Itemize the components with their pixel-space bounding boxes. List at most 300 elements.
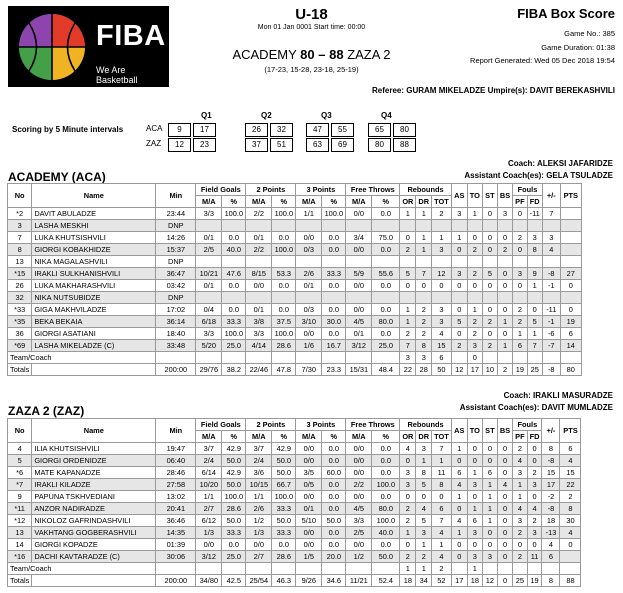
stat-cell: 2 xyxy=(467,244,482,256)
stat-cell: VAKHTANG GOGBERASHVILI xyxy=(32,527,156,539)
stat-cell: 0 xyxy=(451,280,467,292)
stat-cell: 0 xyxy=(416,280,432,292)
stat-cell: 8 xyxy=(416,340,432,352)
stat-cell: 1 xyxy=(513,479,527,491)
stat-cell: 2 xyxy=(497,364,512,376)
stat-cell xyxy=(542,563,560,575)
stat-cell: 2 xyxy=(560,491,581,503)
stat-cell: 28.6 xyxy=(222,503,246,515)
stat-cell: Totals xyxy=(8,575,32,587)
stat-cell: 2/6 xyxy=(246,503,272,515)
stat-cell: GIORGI KOPADZE xyxy=(32,539,156,551)
col-subheader-fouls-drawn: FD xyxy=(527,431,542,443)
stat-cell: 1/3 xyxy=(196,527,222,539)
q4-label: Q4 xyxy=(381,111,392,120)
stat-cell: 12 xyxy=(482,575,497,587)
stat-cell: 1 xyxy=(467,503,482,515)
stat-cell: *12 xyxy=(8,515,32,527)
stat-cell xyxy=(246,220,272,232)
stat-cell: 0.0 xyxy=(372,455,400,467)
stat-cell: PAPUNA TSKHVEDIANI xyxy=(32,491,156,503)
stat-cell: 12 xyxy=(432,268,452,280)
interval-score-cell: 80 xyxy=(368,138,391,152)
stat-cell: 4 xyxy=(560,455,581,467)
stat-cell: 3 xyxy=(8,220,32,232)
stat-cell: 3 xyxy=(527,527,542,539)
team2-assistant-coach: Assistant Coach(es): DAVIT MUMLADZE xyxy=(459,403,613,412)
stat-cell: 0 xyxy=(497,551,512,563)
player-row xyxy=(8,479,581,491)
col-header-no: No xyxy=(8,419,32,443)
stat-cell: 25.0 xyxy=(222,340,246,352)
stat-cell: 3 xyxy=(416,527,432,539)
stat-cell: 0 xyxy=(432,491,452,503)
stat-cell: 2 xyxy=(527,467,542,479)
stat-cell: -8 xyxy=(542,364,560,376)
stat-cell: 1 xyxy=(400,316,416,328)
player-row xyxy=(8,208,582,220)
stat-cell: 0/1 xyxy=(196,280,222,292)
stat-cell xyxy=(416,292,432,304)
stat-cell: 33.3 xyxy=(222,316,246,328)
stat-cell: 3/5 xyxy=(296,467,322,479)
stat-cell: -8 xyxy=(542,455,560,467)
stat-cell: 2 xyxy=(497,244,512,256)
stat-cell xyxy=(542,352,560,364)
col-header-3-points: 3 Points xyxy=(296,419,346,431)
stat-cell: 2/6 xyxy=(296,268,322,280)
stat-cell xyxy=(482,563,497,575)
stat-cell: 0/0 xyxy=(246,539,272,551)
stat-cell: 2 xyxy=(400,515,416,527)
stat-cell: 0.0 xyxy=(222,539,246,551)
stat-cell: 0 xyxy=(513,280,527,292)
col-subheader-made-attempted: M/A xyxy=(296,431,322,443)
stat-cell: 2/2 xyxy=(346,479,372,491)
stat-cell: 30 xyxy=(560,515,581,527)
team2-box-score-table xyxy=(7,418,581,587)
stat-cell: 0 xyxy=(467,232,482,244)
stat-cell: 34/80 xyxy=(196,575,222,587)
stat-cell: 20:41 xyxy=(156,503,196,515)
stat-cell: 3 xyxy=(527,232,542,244)
stat-cell: 0/0 xyxy=(246,280,272,292)
stat-cell: 3 xyxy=(467,551,482,563)
interval-team-home: ACA xyxy=(146,124,163,133)
stat-cell: 25/54 xyxy=(246,575,272,587)
stat-cell: 2/2 xyxy=(246,244,272,256)
stat-cell: 27 xyxy=(560,268,581,280)
stat-cell: 100.0 xyxy=(322,208,346,220)
stat-cell xyxy=(296,292,322,304)
stat-cell xyxy=(451,256,467,268)
home-score: 80 xyxy=(300,47,315,62)
stat-cell: LASHA MESKHI xyxy=(32,220,156,232)
stat-cell: 88 xyxy=(560,575,581,587)
stat-cell: 3/8 xyxy=(246,316,272,328)
stat-cell xyxy=(400,256,416,268)
stat-cell: 100.0 xyxy=(222,328,246,340)
q1-label: Q1 xyxy=(201,111,212,120)
stat-cell: 0/1 xyxy=(246,304,272,316)
stat-cell: 7 xyxy=(432,443,452,455)
stat-cell: 5 xyxy=(482,268,497,280)
stat-cell: 8/15 xyxy=(246,268,272,280)
stat-cell: 4 xyxy=(432,551,452,563)
stat-cell: 1 xyxy=(467,304,482,316)
stat-cell xyxy=(272,256,296,268)
col-header-name: Name xyxy=(32,184,156,208)
stat-cell: 3 xyxy=(400,479,416,491)
col-header-assists: AS xyxy=(451,184,467,208)
stat-cell: 1/1 xyxy=(246,491,272,503)
col-header-field-goals: Field Goals xyxy=(196,419,246,431)
col-subheader-percent: % xyxy=(372,196,400,208)
stat-cell: 29/76 xyxy=(196,364,222,376)
stat-cell: 15:37 xyxy=(156,244,196,256)
stat-cell: 10/21 xyxy=(196,268,222,280)
stat-cell: 1 xyxy=(416,244,432,256)
stat-cell: 7 xyxy=(432,515,452,527)
stat-cell: 0 xyxy=(451,455,467,467)
col-header-blocks: BS xyxy=(497,184,512,208)
stat-cell: 36:47 xyxy=(156,268,196,280)
col-header-name: Name xyxy=(32,419,156,443)
stat-cell: 100.0 xyxy=(222,208,246,220)
stat-cell xyxy=(513,292,527,304)
stat-cell xyxy=(322,563,346,575)
col-header-steals: ST xyxy=(482,419,497,443)
col-header-fouls: Fouls xyxy=(513,419,542,431)
stat-cell: 0/5 xyxy=(296,479,322,491)
stat-cell: 0 xyxy=(467,280,482,292)
stat-cell: 3/3 xyxy=(196,208,222,220)
stat-cell xyxy=(246,256,272,268)
stat-cell: DACHI KAVTARADZE (C) xyxy=(32,551,156,563)
stat-cell: 19:47 xyxy=(156,443,196,455)
stat-cell: GIORGI ASATIANI xyxy=(32,328,156,340)
col-subheader-personal-fouls: PF xyxy=(513,196,527,208)
stat-cell: 0 xyxy=(451,551,467,563)
stat-cell: 1 xyxy=(451,232,467,244)
stat-cell: 1 xyxy=(482,515,497,527)
stat-cell: 1 xyxy=(467,467,482,479)
stat-cell: 0 xyxy=(482,208,497,220)
col-subheader-defensive: DR xyxy=(416,431,432,443)
stat-cell: 0 xyxy=(467,491,482,503)
game-duration: Game Duration: 01:38 xyxy=(541,43,615,52)
team-coach-row xyxy=(8,352,582,364)
stat-cell xyxy=(542,220,560,232)
stat-cell: 100.0 xyxy=(272,491,296,503)
stat-cell: 17 xyxy=(451,575,467,587)
col-header-blocks: BS xyxy=(497,419,512,443)
stat-cell: -1 xyxy=(542,280,560,292)
stat-cell: 50.0 xyxy=(372,551,400,563)
stat-cell: 0/0 xyxy=(296,527,322,539)
stat-cell: 2 xyxy=(416,316,432,328)
stat-cell: 1 xyxy=(527,328,542,340)
stat-cell: *15 xyxy=(8,268,32,280)
stat-cell: 1 xyxy=(416,563,432,575)
stat-cell: 4 xyxy=(542,539,560,551)
col-subheader-made-attempted: M/A xyxy=(296,196,322,208)
home-team-name: ACADEMY xyxy=(232,47,297,62)
stat-cell: 5/9 xyxy=(346,268,372,280)
stat-cell xyxy=(272,292,296,304)
stat-cell: 0 xyxy=(400,539,416,551)
stat-cell: 13 xyxy=(8,527,32,539)
stat-cell: 22 xyxy=(560,479,581,491)
stat-cell xyxy=(451,352,467,364)
stat-cell: 42.5 xyxy=(222,575,246,587)
stat-cell: 17 xyxy=(467,364,482,376)
stat-cell xyxy=(542,292,560,304)
stat-cell: 3/3 xyxy=(346,515,372,527)
col-subheader-total: TOT xyxy=(432,431,452,443)
stat-cell: 3 xyxy=(451,268,467,280)
stat-cell: 1 xyxy=(482,479,497,491)
col-subheader-made-attempted: M/A xyxy=(196,431,222,443)
stat-cell: 25 xyxy=(513,575,527,587)
stat-cell: 1 xyxy=(400,527,416,539)
col-header-fouls: Fouls xyxy=(513,184,543,196)
col-header-assists: AS xyxy=(451,419,467,443)
stat-cell: 15 xyxy=(542,467,560,479)
stat-cell: 14:35 xyxy=(156,527,196,539)
player-row xyxy=(8,328,582,340)
stat-cell: 1/2 xyxy=(346,551,372,563)
stat-cell: ANZOR NADIRADZE xyxy=(32,503,156,515)
stat-cell: 0 xyxy=(497,539,512,551)
stat-cell: 5 xyxy=(527,316,542,328)
stat-cell: 40.0 xyxy=(372,527,400,539)
col-subheader-percent: % xyxy=(222,431,246,443)
col-header-turnovers: TO xyxy=(467,419,482,443)
stat-cell: 42.9 xyxy=(272,443,296,455)
stat-cell: 50.0 xyxy=(272,467,296,479)
stat-cell: 01:39 xyxy=(156,539,196,551)
col-header-turnovers: TO xyxy=(467,184,482,208)
stat-cell: 0.0 xyxy=(372,208,400,220)
stat-cell: 7 xyxy=(8,232,32,244)
stat-cell: 18:40 xyxy=(156,328,196,340)
stat-cell xyxy=(451,563,467,575)
stat-cell: 34.6 xyxy=(322,575,346,587)
stat-cell: GIORGI ORDENIDZE xyxy=(32,455,156,467)
player-row xyxy=(8,316,582,328)
stat-cell: 0/1 xyxy=(296,503,322,515)
stat-cell: -13 xyxy=(542,527,560,539)
stat-cell: Team/Coach xyxy=(8,352,156,364)
stat-cell: 25 xyxy=(527,364,542,376)
player-row xyxy=(8,220,582,232)
stat-cell xyxy=(372,352,400,364)
stat-cell: 6 xyxy=(467,515,482,527)
stat-cell: 1 xyxy=(482,503,497,515)
stat-cell: 2/5 xyxy=(346,527,372,539)
stat-cell: 0.0 xyxy=(222,304,246,316)
col-header-2-points: 2 Points xyxy=(246,419,296,431)
stat-cell: 17 xyxy=(542,479,560,491)
stat-cell: 13:02 xyxy=(156,491,196,503)
stat-cell: 1 xyxy=(416,208,432,220)
stat-cell: 19 xyxy=(527,575,542,587)
stat-cell: 0.0 xyxy=(322,304,346,316)
stat-cell: BEKA BEKAIA xyxy=(32,316,156,328)
stat-cell: 14:26 xyxy=(156,232,196,244)
stat-cell xyxy=(196,292,222,304)
interval-score-cell: 32 xyxy=(270,123,293,137)
team1-coach: Coach: ALEKSI JAFARIDZE xyxy=(507,159,613,168)
interval-score-cell: 65 xyxy=(368,123,391,137)
stat-cell: 2/7 xyxy=(196,503,222,515)
game-date-time: Mon 01 Jan 0001 Start time: 00:00 xyxy=(257,24,366,31)
stat-cell: 0 xyxy=(560,280,581,292)
col-header-steals: ST xyxy=(482,184,497,208)
stat-cell: 1 xyxy=(416,539,432,551)
stat-cell: 50.0 xyxy=(322,515,346,527)
stat-cell: 14 xyxy=(8,539,32,551)
player-row xyxy=(8,551,581,563)
stat-cell: 0.0 xyxy=(322,232,346,244)
interval-scoring-label: Scoring by 5 Minute intervals xyxy=(12,125,124,134)
stat-cell xyxy=(222,292,246,304)
stat-cell: 100.0 xyxy=(222,491,246,503)
stat-cell: 3 xyxy=(513,268,527,280)
stat-cell: 2 xyxy=(432,208,452,220)
col-subheader-percent: % xyxy=(322,196,346,208)
competition-title: U-18 xyxy=(295,6,328,23)
player-row xyxy=(8,292,582,304)
col-subheader-percent: % xyxy=(372,431,400,443)
stat-cell: 5 xyxy=(416,479,432,491)
stat-cell xyxy=(222,352,246,364)
stat-cell xyxy=(497,563,512,575)
stat-cell: 0 xyxy=(482,455,497,467)
stat-cell: 4 xyxy=(497,479,512,491)
stat-cell: 1/6 xyxy=(296,340,322,352)
player-row xyxy=(8,527,581,539)
stat-cell: 1 xyxy=(432,539,452,551)
stat-cell: 9 xyxy=(527,268,542,280)
interval-score-cell: 9 xyxy=(168,123,191,137)
stat-cell: 0 xyxy=(527,443,542,455)
q3-label: Q3 xyxy=(321,111,332,120)
stat-cell: 0 xyxy=(400,232,416,244)
stat-cell: 200:00 xyxy=(156,575,196,587)
stat-cell xyxy=(416,256,432,268)
stat-cell: 0.0 xyxy=(322,479,346,491)
stat-cell: 0.0 xyxy=(322,539,346,551)
interval-score-cell: 80 xyxy=(393,123,416,137)
stat-cell: 6/18 xyxy=(196,316,222,328)
stat-cell xyxy=(527,292,542,304)
stat-cell: 3/7 xyxy=(196,443,222,455)
stat-cell: 0.0 xyxy=(322,244,346,256)
game-number: Game No.: 385 xyxy=(564,29,615,38)
stat-cell: 2/2 xyxy=(246,208,272,220)
logo-tagline: We Are Basketball xyxy=(96,65,138,85)
stat-cell: 2/5 xyxy=(196,244,222,256)
stat-cell xyxy=(560,208,581,220)
stat-cell: 8 xyxy=(542,575,560,587)
player-row xyxy=(8,491,581,503)
stat-cell: 2 xyxy=(467,268,482,280)
stat-cell: 48.4 xyxy=(372,364,400,376)
stat-cell: 0 xyxy=(497,268,512,280)
stat-cell: 0/3 xyxy=(296,244,322,256)
stat-cell xyxy=(560,551,581,563)
stat-cell: 0 xyxy=(416,491,432,503)
stat-cell: 36:46 xyxy=(156,515,196,527)
col-header-free-throws: Free Throws xyxy=(346,419,400,431)
stat-cell: 3/6 xyxy=(246,467,272,479)
stat-cell: LASHA MIKELADZE (C) xyxy=(32,340,156,352)
player-row xyxy=(8,443,581,455)
stat-cell: 36:14 xyxy=(156,316,196,328)
stat-cell: 0.0 xyxy=(372,328,400,340)
stat-cell: 80.0 xyxy=(372,503,400,515)
stat-cell: 6 xyxy=(513,340,527,352)
stat-cell xyxy=(156,563,196,575)
stat-cell: 0.0 xyxy=(322,280,346,292)
stat-cell: 4/14 xyxy=(246,340,272,352)
stat-cell: 3/3 xyxy=(246,328,272,340)
stat-cell: 2 xyxy=(513,304,527,316)
stat-cell: 28:46 xyxy=(156,467,196,479)
stat-cell: 15/31 xyxy=(346,364,372,376)
stat-cell: 1 xyxy=(467,563,482,575)
stat-cell: 0/1 xyxy=(246,232,272,244)
stat-cell: 1 xyxy=(527,280,542,292)
stat-cell xyxy=(513,256,527,268)
stat-cell: 6 xyxy=(432,352,452,364)
stat-cell: 0/0 xyxy=(346,244,372,256)
col-header-free-throws: Free Throws xyxy=(346,184,400,196)
stat-cell: 33:48 xyxy=(156,340,196,352)
stat-cell xyxy=(560,292,581,304)
stat-cell: 9 xyxy=(8,491,32,503)
stat-cell: 80.0 xyxy=(372,316,400,328)
stat-cell: 3 xyxy=(416,352,432,364)
interval-score-cell: 26 xyxy=(245,123,268,137)
quarter-scores: (17-23, 15-28, 23-18, 25-19) xyxy=(264,65,359,74)
stat-cell: 8 xyxy=(432,479,452,491)
stat-cell: *33 xyxy=(8,304,32,316)
stat-cell: 0/1 xyxy=(296,280,322,292)
stat-cell: 36 xyxy=(8,328,32,340)
stat-cell: 1/1 xyxy=(296,208,322,220)
stat-cell: 25.0 xyxy=(222,551,246,563)
stat-cell: NIKOLOZ GAFRINDASHVILI xyxy=(32,515,156,527)
stat-cell xyxy=(246,352,272,364)
stat-cell: 4 xyxy=(513,455,527,467)
stat-cell xyxy=(222,256,246,268)
stat-cell: DNP xyxy=(156,256,196,268)
stat-cell: 3 xyxy=(400,352,416,364)
stat-cell: 3/10 xyxy=(296,316,322,328)
stat-cell: 0 xyxy=(467,455,482,467)
stat-cell: NIKA MAGALASHVILI xyxy=(32,256,156,268)
stat-cell: *35 xyxy=(8,316,32,328)
stat-cell xyxy=(467,220,482,232)
stat-cell: 3 xyxy=(400,467,416,479)
stat-cell: 0.0 xyxy=(372,539,400,551)
stat-cell: 3 xyxy=(467,340,482,352)
stat-cell xyxy=(560,256,581,268)
stat-cell: 38.2 xyxy=(222,364,246,376)
